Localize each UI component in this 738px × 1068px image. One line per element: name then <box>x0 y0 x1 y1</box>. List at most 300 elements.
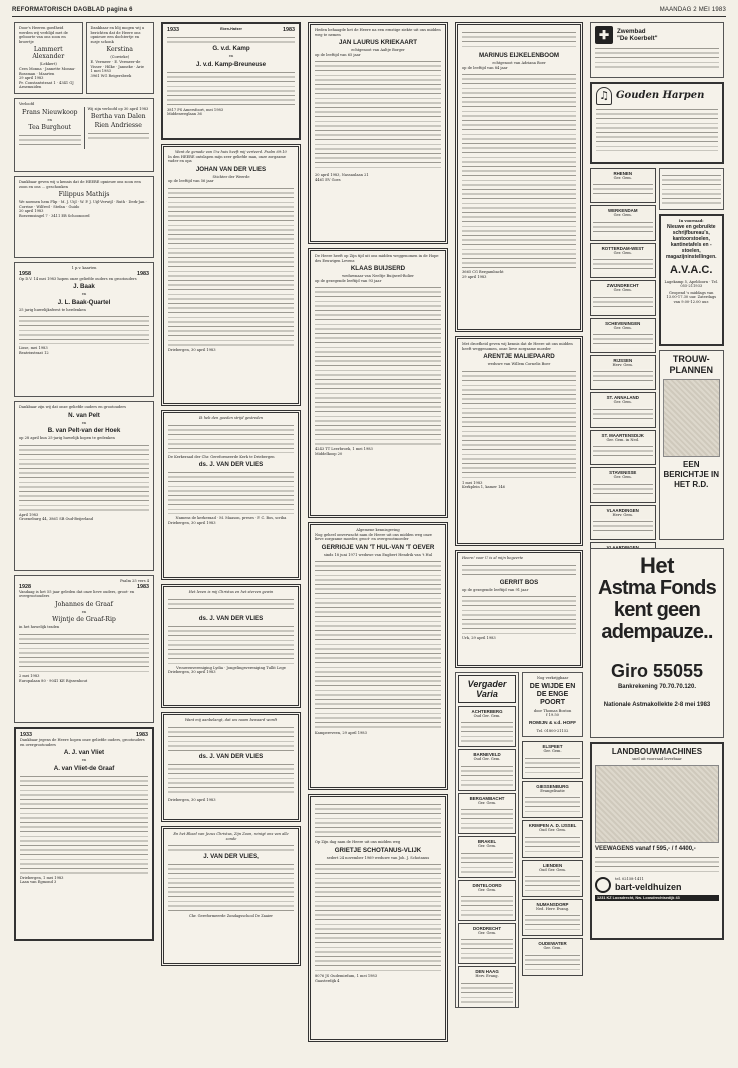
church-service-listing <box>522 860 583 897</box>
astma-giro: Giro 55055 <box>610 661 704 681</box>
book-ad-phone: Tel. 01800-21152 <box>536 728 569 733</box>
church-service-listing <box>522 938 583 975</box>
thanks-text: Dankbaar geven wij u kennis dat de HEERE opnieuw ons zoon een zoon en ons ... geschonken <box>19 179 141 189</box>
church-name: WERKENDAM <box>607 208 638 214</box>
church-service-listing <box>458 793 516 834</box>
buijserd-date: 4243 TT Leerbroek, 1 mei 1983 <box>315 447 373 452</box>
wedding4-name-2: A. van Vliet-de Graaf <box>53 764 115 772</box>
church-service-listing <box>522 820 583 857</box>
wedding4-address: Laan van Egmond 3 <box>20 880 57 885</box>
header-rule <box>12 16 726 17</box>
buijserd-address: Middelkoop 20 <box>315 451 343 456</box>
avac-brand: A.V.A.C. <box>670 263 713 276</box>
death-notice-van-t-hul <box>308 522 448 790</box>
wedding1-year-1: 1958 <box>19 270 31 277</box>
buijserd-text: De Heere heeft op Zijn tijd uit ons midden weggenomen in de Hope des Eeuwigen Levens <box>315 254 439 263</box>
birth1-date: 29 april 1983 <box>19 76 44 81</box>
book-ad-author: door Thomas Boston <box>533 708 572 713</box>
zwembad-body-lines <box>595 46 719 70</box>
vlies4-date: Driebergen, 30 april 1983 <box>168 797 216 802</box>
church-denomination: Ger. Gem. <box>543 946 562 951</box>
death-notice-eijkelenboom <box>455 22 583 332</box>
gouden-title: Gouden Harpen <box>616 89 705 101</box>
church-service-listing <box>458 836 516 877</box>
death-notice-vlies-4 <box>161 712 301 822</box>
schotanus-intro-lines <box>315 802 441 838</box>
wedding1-year-2: 1983 <box>137 270 149 277</box>
zwembad-titles <box>617 28 658 42</box>
wedding-anniversary-2 <box>14 401 154 571</box>
maliepaard-date: 1 mei 1983 <box>462 480 483 485</box>
engaged-row <box>19 107 149 150</box>
church-service-times <box>461 807 513 829</box>
schotanus-sub: sedert 24 november 1969 weduwe van Joh. J. Schotanus <box>326 855 430 860</box>
wedding1-text: Op D.V. 14 mei 1983 hopen onze geliefde ouders en grootouders <box>19 276 137 281</box>
schotanus-date: 8076 JS Oudemirdum, 1 mei 1983 <box>315 974 378 979</box>
church-service-times <box>593 182 653 198</box>
church-service-times <box>525 953 580 971</box>
wedding2-text: Dankbaar zijn wij dat onze geliefde ouders en grootouders <box>19 404 126 409</box>
church-denomination: Oud Ger. Gem. <box>539 867 566 872</box>
landbouw-title: LANDBOUWMACHINES <box>611 747 703 756</box>
wedding1-date: Lisse, mei 1983 <box>19 346 48 351</box>
bos-quote: Heere! voor U is al mijn begeerte <box>462 556 524 560</box>
church-denomination: Oud Ger. Gem. <box>473 714 501 718</box>
vlies2-quote: Ik heb den goeden strijd gestreden <box>199 416 263 420</box>
col5-right-stack <box>659 168 725 548</box>
church-name: DEN HAAG <box>475 969 499 975</box>
kamp-tag: Eben-Haëzer <box>220 27 242 31</box>
kamp-name-2: J. v.d. Kamp-Breuneuse <box>195 60 267 68</box>
church-name: DINTELOORD <box>472 882 502 888</box>
engaged-and: en <box>47 117 52 122</box>
church-service-listing <box>458 880 516 921</box>
church-denomination: Herv. Evang. <box>475 974 499 979</box>
church-service-times <box>525 795 580 813</box>
church-service-times <box>461 981 513 1003</box>
church-service-listing <box>590 318 656 353</box>
column-1 <box>14 22 154 1054</box>
church-name: VLAARDINGEN <box>606 507 639 513</box>
buijserd-name: KLAAS BUIJSERD <box>350 265 406 273</box>
schotanus-name: GRIETJE SCHOTANUS-VLIJK <box>334 846 422 854</box>
trouw-berichten: EEN BERICHTJE IN HET R.D. <box>663 460 720 489</box>
vlies4-body-lines <box>168 762 294 796</box>
engaged-right-lines <box>88 131 150 141</box>
vergader-row <box>455 672 583 1012</box>
engaged-note: Wij zijn verloofd op 30 april 1983 <box>87 106 149 111</box>
wedding1-name-1: J. Baak <box>73 283 95 291</box>
wedding-anniversary-4 <box>14 727 154 941</box>
wedding-couple-image <box>663 379 721 457</box>
church-service-times <box>461 764 513 786</box>
kamp-year-2: 1983 <box>283 27 295 33</box>
church-service-listing <box>458 706 516 747</box>
kriekaart-date: 20 april 1983, Nassaulaan 21 <box>315 173 369 178</box>
birth-announcement-2 <box>86 22 155 94</box>
wedding4-body-lines <box>20 774 148 874</box>
hul-title: Algemene kennisgeving <box>356 528 400 532</box>
wedding1-address: Beatrixstraat 12 <box>19 350 49 355</box>
vlies1-quote: Want de genade van Uw huis heeft mij verteerd. Psalm 69:10 <box>175 150 287 154</box>
vlies3-quote: Het leven is mij Christus en het sterven gewin <box>188 590 274 594</box>
church-denomination: Ger. Gem. in Ned. <box>606 437 640 442</box>
zwembad-ad <box>590 22 724 78</box>
thanks-name: Filippus Mathijs <box>58 191 110 199</box>
vlies3-sub: Vrouwenvereniging Lydia · Jongelingsvereniging Tullit Lege <box>176 665 286 670</box>
kamp-year-1: 1933 <box>167 27 179 33</box>
astma-bank: Bankrekening 70.70.70.120. <box>617 684 697 690</box>
trouw-title: TROUW-PLANNEN <box>669 354 713 375</box>
hul-sub: sinds 18 juni 1971 weduwe van Engbert Hendrik van 't Hul <box>323 552 433 557</box>
vlies3-intro-lines <box>168 597 294 613</box>
wedding4-and: en <box>81 758 87 763</box>
column-3 <box>308 22 448 1054</box>
church-denomination: Ger. Gem. <box>477 844 497 849</box>
col5-mid-row <box>590 168 724 548</box>
werkendam-box <box>659 168 725 210</box>
maliepaard-text: Met droefheid geven wij kennis dat de Heere uit ons midden heeft weggenomen, onze lieve zorgzame moeder <box>462 342 573 351</box>
church-service-times <box>593 519 653 535</box>
death-notice-vlies-church <box>161 410 301 580</box>
avac-address: Lagekamp 5, Apeldoorn · Tel. 055-211933 <box>664 279 718 289</box>
wedding-anniversary-3 <box>14 575 154 723</box>
gouden-body-lines <box>596 107 718 151</box>
landbouw-sub: snel uit voorraad leverbaar <box>632 757 682 761</box>
church-service-listing <box>458 749 516 790</box>
page-header-title: REFORMATORISCH DAGBLAD pagina 6 <box>12 7 133 13</box>
birth1-name: Lammert Alexander <box>32 46 65 61</box>
bos-body-lines <box>462 594 576 634</box>
birth1-sub: (Lekkert) <box>39 62 57 67</box>
birth2-intro: Dankbaar en blij mogen wij u berichten dat de Heere ons opnieuw een dochtertje en zusje schonk <box>90 26 145 44</box>
landbouw-body-lines <box>595 855 719 875</box>
vlies5-sub: Chr. Gereformeerde Zondagsschool De Zaaier <box>189 914 273 919</box>
book-ad-sub: Nog verkrijgbaar <box>536 676 569 680</box>
wedding1-body-lines <box>19 314 149 344</box>
wedding3-tag: Psalm 25 vers 4 <box>120 578 149 583</box>
death-notice-maliepaard <box>455 336 583 546</box>
vlies2-extra: Namens de kerkeraad · M. Maason, preses · F. C. Bos, scriba <box>175 516 287 521</box>
church-service-listing <box>590 355 656 390</box>
engaged-label: Verloofd <box>19 101 35 106</box>
wedding3-date: 2 mei 1983 <box>19 673 40 678</box>
death-notice-buijserd <box>308 248 448 518</box>
church-denomination: Ger. Gem. <box>613 325 632 330</box>
kamp-name-1: G. v.d. Kamp <box>212 45 250 52</box>
church-name: KRIMPEN A. D. IJSSEL <box>528 823 577 829</box>
zwembad-logo-icon: ✚ <box>595 26 613 44</box>
wedding4-year-2: 1983 <box>136 731 148 738</box>
church-denomination: Ger. Gem. <box>477 931 497 936</box>
birth1-intro: Door's Heeren goedheid werden wij verblijd met de geboorte van ons zoon en broertje <box>19 26 68 44</box>
schotanus-text: Op Zijn dag nam de Heere uit ons midden weg <box>315 840 401 844</box>
buijserd-family-lines <box>315 285 441 445</box>
wedding2-and: en <box>81 420 87 425</box>
astma-line-3: kent geen <box>613 599 701 621</box>
landbouw-line: VEEWAGENS vanaf f 595,- / f 4400,- <box>595 845 696 852</box>
church-name: ZWIJNDRECHT <box>606 283 639 289</box>
thanks-address: Boezemsingel 7 · 3411 EB Schoonoord <box>19 213 90 218</box>
kriekaart-sub: echtgenoot van Aaltje Borger <box>351 48 405 53</box>
church-service-times <box>461 720 513 742</box>
buijserd-sub: weduwnaar van Neeltje Buijserd-Bolier <box>342 274 414 279</box>
thanks-date: 20 april 1983 <box>19 209 44 214</box>
vlies4-quote: Want mij aanbelangt, dat uw naam bewaard wordt <box>184 718 278 722</box>
kamp-years <box>167 27 295 33</box>
wedding4-text: Dankbaar jegens de Heere hopen onze geliefde ouders, grootouders en overgrootouders <box>20 737 145 747</box>
eijkelenboom-age: op de leeftijd van 84 jaar <box>462 65 508 70</box>
thanks-family: We noemen hem Flip · M. J. Uijl · W. P. J. Uijl-Verwijl · Ruth · Derk-Jan · Corrine · Wilfred · Stefan · Guido <box>19 200 147 209</box>
landbouw-brand-stack <box>615 877 682 892</box>
church-service-times <box>461 937 513 959</box>
column-2 <box>161 22 301 1054</box>
birth1-address: Pr. Constantstraat 1 · 4341 GJ Arnemuiden <box>19 80 74 90</box>
vlies2-text: De Kerkeraad der Chr. Gereformeerde Kerk te Driebergen <box>168 454 275 459</box>
death-notice-vlies-women <box>161 584 301 708</box>
hul-date: Kampereveen, 29 april 1983 <box>315 731 367 736</box>
thanks-announcement <box>14 176 154 258</box>
birth2-date: 1 mei 1983 <box>90 69 111 74</box>
church-service-listing <box>590 430 656 465</box>
engaged-address-lines <box>19 133 81 147</box>
church-service-times <box>525 913 580 931</box>
vlies3-date: Driebergen, 30 april 1983 <box>168 670 216 675</box>
wedding2-date: April 1983 <box>19 512 39 517</box>
avac-items: Nieuwe en gebruikte schrijfbureau's, kantoorstoelen, kantinetafels en -stoelen, magazijninstellingen. <box>665 223 717 260</box>
vlies5-quote: En het Bloed van Jezus Christus, Zijn Zoon, reinigt ons van alle zonde <box>173 832 289 841</box>
bart-logo-icon <box>595 877 611 893</box>
church-service-listing <box>590 168 656 203</box>
kriekaart-age: op de leeftijd van 65 jaar <box>315 52 361 57</box>
church-denomination: Ger. Gem. <box>477 800 497 805</box>
landbouw-tel: tel. 02158-1411 <box>615 877 644 882</box>
church-denomination: Ger. Gem. <box>477 887 497 892</box>
church-service-times <box>461 894 513 916</box>
engaged-name-2: Tea Burghout <box>28 124 72 132</box>
church-denomination: Oud Ger. Gem. <box>539 828 566 833</box>
engaged-right <box>84 107 150 150</box>
church-service-times <box>593 369 653 385</box>
church-denomination: Ger. Gem. <box>613 176 632 180</box>
church-name: SCHEVENINGEN <box>605 320 641 326</box>
church-service-times <box>525 835 580 853</box>
schotanus-family-lines <box>315 862 441 972</box>
book-ad <box>522 672 583 737</box>
wedding2-extra: op 28 april hun 25-jarig huwelijk hopen te gedenken <box>19 436 115 441</box>
vlies2-intro-lines <box>168 423 294 453</box>
kriekaart-text: Heden behaagde het de Heere na een ernstige ziekte uit ons midden weg te nemen <box>315 28 441 37</box>
werkendam-lines <box>662 173 722 207</box>
kriekaart-body-lines <box>315 59 441 171</box>
eijkelenboom-address: 29 april 1983 <box>462 274 487 279</box>
wedding3-name-2: Wijntje de Graaf-Rip <box>52 616 116 624</box>
church-service-times <box>593 220 653 236</box>
schotanus-address: Gaasterdijk 4 <box>315 978 340 983</box>
avac-ad <box>659 214 725 346</box>
buijserd-age: op de gezegende leeftijd van 93 jaar <box>315 278 382 283</box>
church-name: GIESSENBURG <box>536 783 569 789</box>
astma-line-2: Astma Fonds <box>598 577 716 599</box>
column-5 <box>590 22 724 1054</box>
church-denomination: Evangelisatie <box>540 788 565 793</box>
birth2-sub: (Corrieke) <box>110 55 130 60</box>
church-name: RHENEN <box>613 171 633 176</box>
church-service-listing <box>590 205 656 240</box>
landbouw-ad <box>590 742 724 940</box>
vlies3-body-lines <box>168 624 294 664</box>
maliepaard-name: ARENTJE MALIEPAARD <box>483 353 555 361</box>
wedding1-and: en <box>81 292 87 297</box>
wedding2-name-2: B. van Pelt-van der Hoek <box>47 427 121 435</box>
church-denomination: Herv. Gem. <box>612 363 633 368</box>
engaged-right-name-1: Bertha van Dalen <box>90 113 146 121</box>
church-name: ST. MAARTENSDIJK <box>601 432 644 438</box>
death-notice-kriekaart <box>308 22 448 244</box>
birth2-parents: E. Vermeer · E. Vermeer-de Visser · Hilke · Janneke · Arie <box>90 59 144 69</box>
trailer-image <box>595 765 719 843</box>
church-list-mid <box>522 741 583 975</box>
church-denomination: Oud Ger. Gem. <box>473 757 501 762</box>
church-denomination: Ger. Gem. <box>613 475 632 480</box>
church-service-times <box>461 851 513 873</box>
vlies4-intro-lines <box>168 725 294 751</box>
book-and-churches <box>522 672 583 1012</box>
engaged-left <box>19 107 81 150</box>
church-service-listing <box>458 923 516 964</box>
gouden-harpen-ad <box>590 82 724 164</box>
kriekaart-name: JAN LAURUS KRIEKAART <box>338 39 418 47</box>
church-name: ELSPEET <box>542 744 563 750</box>
book-ad-shop: ROMIJN & v.d. HOFF <box>528 720 577 726</box>
eijkelenboom-name: MARINUS EIJKELENBOOM <box>478 52 560 59</box>
harp-icon: ♫ <box>596 87 612 105</box>
maliepaard-sub: weduwe van Willem Cornelis Boer <box>487 362 551 367</box>
landbouw-brand-row <box>595 877 719 893</box>
vergader-varia-title: Vergader Varia <box>458 675 516 703</box>
engagement-announcement <box>14 98 154 172</box>
church-name: RIJSSEN <box>613 358 633 364</box>
church-service-listing <box>590 392 656 427</box>
book-ad-price: f 19.50 <box>546 713 559 718</box>
engaged-right-name-2: Rien Andriesse <box>94 122 142 130</box>
church-name: STAVENISSE <box>609 470 637 476</box>
page-header-date: MAANDAG 2 MEI 1983 <box>659 7 726 13</box>
birth1-parents: Cees Monna · Jannette Monna-Bossman · Maarten <box>19 66 76 76</box>
kamp-intro-lines <box>167 35 295 43</box>
church-name: ACHTERBERG <box>471 709 503 714</box>
vlies1-text: In den HEERE ontslapen mijn zeer geliefde man, onze zorgzame vader en opa <box>168 154 286 164</box>
astma-fonds-ad <box>590 548 724 738</box>
vlies3-name: ds. J. VAN DER VLIES <box>198 614 264 622</box>
church-name: NUMANSDORP <box>536 902 569 907</box>
maliepaard-body-lines <box>462 369 576 479</box>
church-name: ROTTERDAM-WEST <box>601 245 644 251</box>
kamp-date: 3817 PS Amersfoort, mei 1983 <box>167 107 224 112</box>
eijkelenboom-date: 3665 CG Bergambacht <box>462 270 504 275</box>
church-denomination: Ger. Gem. <box>613 400 632 405</box>
church-service-times <box>525 756 580 774</box>
church-name: ST. ANNALAND <box>606 395 639 401</box>
wedding2-name-1: N. van Pelt <box>68 411 100 419</box>
vlies2-name: ds. J. VAN DER VLIES <box>198 461 264 469</box>
church-denomination: Herv. Gem. <box>612 512 633 517</box>
church-service-listing <box>590 243 656 278</box>
vlies5-body-lines <box>168 862 294 912</box>
eijkelenboom-intro-lines <box>462 30 576 50</box>
wedding3-name-1: Johannes de Graaf <box>55 600 113 608</box>
birth-announcement-1 <box>14 22 83 94</box>
church-service-times <box>593 257 653 273</box>
wedding3-extra: in het huwelijk traden <box>19 625 60 630</box>
vlies1-family-lines <box>168 186 294 346</box>
wedding4-date: Driebergen, 1 mei 1983 <box>20 875 64 880</box>
wedding2-body-lines <box>19 443 149 511</box>
wedding3-and: en <box>81 609 87 614</box>
wedding3-address: Europalaan 80 · 9041 KE Rijssenhout <box>19 678 88 683</box>
wedding3-year-2: 1983 <box>137 583 149 590</box>
church-name: LIENDEN <box>542 862 563 868</box>
church-service-listing <box>590 280 656 315</box>
church-service-times <box>525 874 580 892</box>
hul-text: Nog geheel onverwacht nam de Heere uit ons midden weg onze lieve zorgzame moeder, groot- en overgrootmoeder <box>315 532 432 542</box>
church-service-times <box>593 295 653 311</box>
birth2-name: Kerstina <box>106 46 133 54</box>
wedding3-text: Vandaag is het 55 jaar geleden dat onze lieve ouders, groot- en overgrootouders <box>19 589 135 599</box>
church-service-times <box>593 332 653 348</box>
church-service-listing <box>522 741 583 778</box>
church-service-listing <box>522 781 583 818</box>
column-4 <box>455 22 583 1054</box>
vlies1-age: op de leeftijd van 56 jaar <box>168 179 214 184</box>
avac-opening-hours: Geopend 's middags van 13.00-17.30 uur. Zaterdags van 9.00-12.00 uur. <box>666 290 717 304</box>
wedding1-extra: 25 jarig huwelijksfeest te herdenken <box>19 307 86 312</box>
vlies1-sub: Stichter der Weerde <box>212 174 250 179</box>
kamp-address: Middenweglaan 36 <box>167 112 202 117</box>
vlies5-intro-lines <box>168 843 294 851</box>
death-notice-schotanus <box>308 794 448 1042</box>
wedding-anniversary-1 <box>14 262 154 397</box>
maliepaard-address: Kerkplein 1, kamer 146 <box>462 485 505 490</box>
church-denomination: Ger. Gem. <box>613 213 632 218</box>
landbouw-address: 1231 KZ Loosdrecht, Nw. Loosdrechtsedijk 43 <box>595 895 719 901</box>
wedding3-body-lines <box>19 632 149 672</box>
church-service-listing <box>590 467 656 502</box>
church-service-times <box>593 407 653 423</box>
wedding3-year-1: 1928 <box>19 583 31 590</box>
wedding1-name-2: J. L. Baak-Quartel <box>57 298 111 306</box>
church-name: BARNEVELD <box>473 752 501 758</box>
vlies5-name: J. VAN DER VLIES, <box>203 853 259 861</box>
kamp-and: en <box>228 54 234 58</box>
bos-intro-lines <box>462 563 576 577</box>
zwembad-title: Zwembad <box>617 28 646 35</box>
vlies4-name: ds. J. VAN DER VLIES <box>198 752 264 760</box>
bos-age: op de gezegende leeftijd van 91 jaar <box>462 587 529 592</box>
death-notice-vlies-5 <box>161 826 301 966</box>
church-denomination: Ger. Gem. <box>543 749 562 754</box>
anniversary-kamp <box>161 22 301 140</box>
church-denomination: Ger. Gem. <box>613 288 632 293</box>
book-ad-title: DE WIJDE EN DE ENGE POORT <box>529 682 576 706</box>
vlies1-place: Driebergen, 30 april 1983 <box>168 347 216 352</box>
astma-line-1: Het <box>640 553 674 578</box>
hul-family-lines <box>315 559 441 729</box>
avac-title: In voorraad: <box>678 219 704 223</box>
bos-name: GERRIT BOS <box>499 578 539 586</box>
wedding1-tag: 1 p.v. kaarten <box>71 265 97 270</box>
vergader-varia <box>455 672 519 1008</box>
